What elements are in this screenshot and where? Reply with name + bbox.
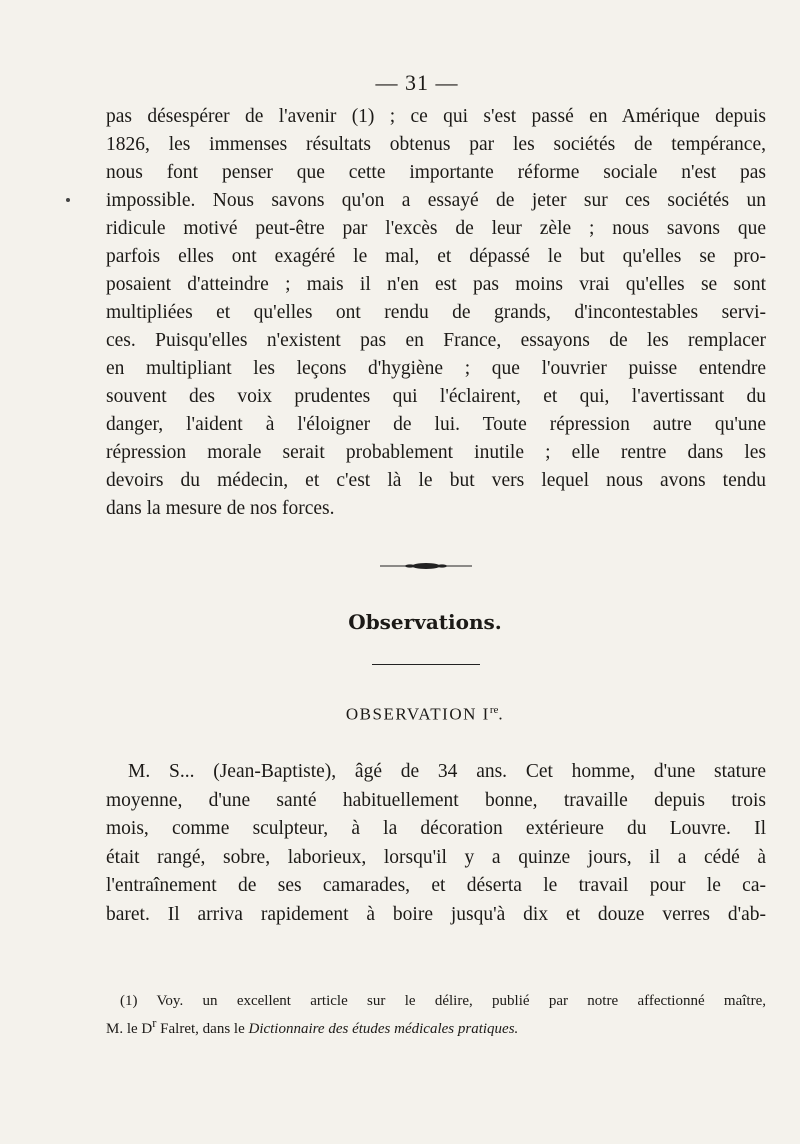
footnote-superscript: r (152, 1016, 157, 1030)
text-line: impossible. Nous savons qu'on a essayé de jeter sur ces sociétés un (106, 190, 766, 211)
text-line: 1826, les immenses résultats obtenus par les sociétés de tempérance, (106, 134, 766, 155)
text-line: ridicule motivé peut-être par l'excès de leur zèle ; nous savons que (106, 218, 766, 239)
text-line: en multipliant les leçons d'hygiène ; que l'ouvrier puisse entendre (106, 358, 766, 379)
text-line: M. S... (Jean-Baptiste), âgé de 34 ans. Cet homme, d'une stature (128, 761, 766, 782)
section-title: Observations. (348, 610, 502, 634)
footnote-line (106, 1012, 766, 1037)
page-number: — 31 — (375, 70, 459, 95)
observation-heading-text: OBSERVATION I (345, 704, 490, 724)
text-line: mois, comme sculpteur, à la décoration extérieure du Louvre. Il (106, 818, 766, 839)
text-line: parfois elles ont exagéré le mal, et dépassé le but qu'elles se pro- (106, 246, 766, 267)
footnote-author-prefix: M. le D (106, 1021, 153, 1037)
observation-paragraph (106, 758, 766, 929)
text-line: posaient d'atteindre ; mais il n'en est pas moins vrai qu'elles se sont (106, 274, 766, 295)
body-paragraph (106, 103, 766, 523)
text-line: devoirs du médecin, et c'est là le but vers lequel nous avons tendu (106, 470, 766, 491)
text-line: danger, l'aident à l'éloigner de lui. Toute répression autre qu'une (106, 414, 766, 435)
text-line: répression morale serait probablement inutile ; elle rentre dans les (106, 442, 766, 463)
footnote-work-title: Dictionnaire des études médicales pratiques. (248, 1021, 519, 1037)
text-line: moyenne, d'une santé habituellement bonne, travaille depuis trois (106, 789, 766, 811)
text-line: dans la mesure de nos forces. (106, 498, 335, 519)
text-line: multipliées et qu'elles ont rendu de grands, d'incontestables servi- (106, 302, 766, 323)
ornamental-divider (380, 562, 472, 570)
margin-speck (66, 198, 70, 202)
text-line: pas désespérer de l'avenir (1) ; ce qui s'est passé en Amérique depuis (106, 106, 766, 127)
text-line: ces. Puisqu'elles n'existent pas en France, essayons de les remplacer (106, 330, 766, 351)
text-line: baret. Il arriva rapidement à boire jusqu'à dix et douze verres d'ab- (106, 903, 766, 925)
footnote-middle: Falret, dans le (156, 1021, 249, 1037)
text-line: était rangé, sobre, laborieux, lorsqu'il y a quinze jours, il a cédé à (106, 846, 766, 868)
text-line: l'entraînement de ses camarades, et déserta le travail pour le ca- (106, 875, 766, 896)
observation-heading: OBSERVATION Ire. (345, 704, 505, 724)
footnote (106, 990, 766, 1037)
observation-heading-superscript: re (489, 704, 499, 716)
horizontal-rule (372, 664, 480, 665)
text-line: nous font penser que cette importante réforme sociale n'est pas (106, 162, 766, 183)
text-line: souvent des voix prudentes qui l'éclairent, et qui, l'avertissant du (106, 386, 766, 407)
footnote-line: (1) Voy. un excellent article sur le délire, publié par notre affectionné maître, (120, 993, 766, 1009)
